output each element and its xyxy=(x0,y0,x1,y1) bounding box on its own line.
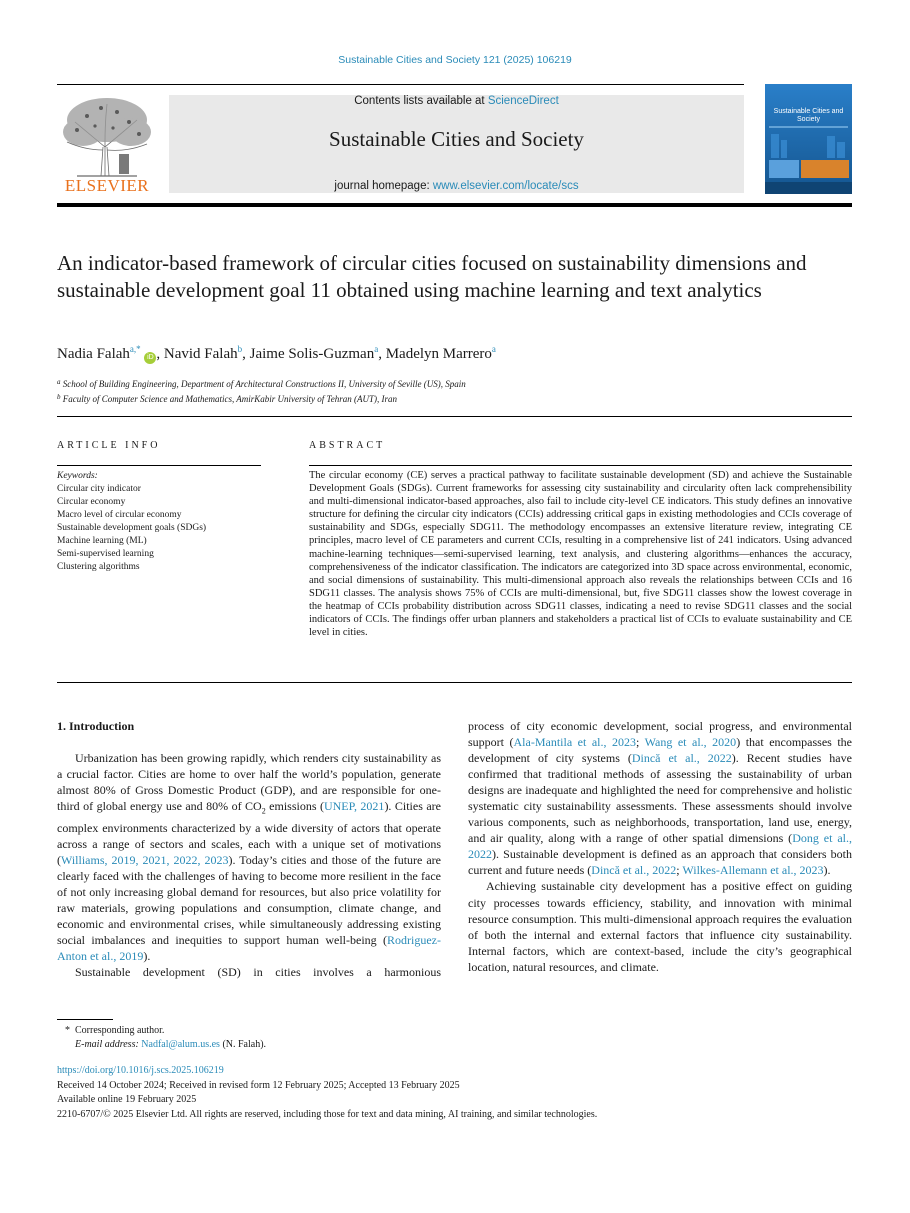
keyword-item: Circular economy xyxy=(57,497,126,507)
corresponding-text: Corresponding author. xyxy=(75,1025,165,1036)
affiliation-text: Faculty of Computer Science and Mathematics, AmirKabir University of Tehran (AUT), Iran xyxy=(62,394,397,404)
text-run: ). xyxy=(143,949,151,963)
orcid-icon[interactable]: iD xyxy=(144,352,156,364)
body-paragraph: Sustainable development (SD) in cities involves a harmonious xyxy=(75,965,441,980)
citation-link[interactable]: Williams, 2019, 2021, 2022, 2023 xyxy=(61,852,229,867)
text-run: Urbanization has been growing rapidly, which renders city sustainability as a crucial factor. Cities are home to over half the world’s population, generate almost 80% of Gross Domestic Product (GDP), and are responsible for one-third of global energy use and 80% of CO xyxy=(57,751,441,814)
available-online: Available online 19 February 2025 xyxy=(57,1094,197,1105)
article-info-heading: ARTICLE INFO xyxy=(57,440,161,451)
author-name[interactable]: Navid Falah xyxy=(163,346,238,362)
subscript: 2 xyxy=(261,806,266,816)
author-separator: , xyxy=(242,346,250,362)
text-run: ). Cities are complex environments characterized by a wide diversity of actors that operate across a range of sectors and scales, each with a unique set of motivations ( xyxy=(57,799,441,867)
affiliation-item xyxy=(57,376,852,391)
author-affiliation-mark[interactable]: a xyxy=(491,344,496,354)
corresponding-author-note xyxy=(57,1024,852,1038)
journal-cover-image xyxy=(765,84,852,194)
doi-link[interactable]: https://doi.org/10.1016/j.scs.2025.106219 xyxy=(57,1065,224,1076)
abstract-heading: ABSTRACT xyxy=(309,440,386,451)
header-rule xyxy=(57,84,744,85)
sciencedirect-link[interactable]: ScienceDirect xyxy=(487,95,559,107)
keyword-item: Clustering algorithms xyxy=(57,562,140,572)
journal-citation[interactable] xyxy=(0,54,910,66)
author-separator: , xyxy=(378,346,386,362)
contents-prefix: Contents lists available at xyxy=(354,95,488,107)
author-name[interactable]: Nadia Falah xyxy=(57,346,130,362)
publication-info xyxy=(57,1064,852,1122)
citation-link[interactable]: Rodriguez-Anton et al., 2019 xyxy=(57,932,441,963)
citation-link[interactable]: Ala-Mantila et al., 2023 xyxy=(513,735,637,750)
body-column-left xyxy=(57,718,441,980)
body-paragraph xyxy=(468,718,852,878)
affiliation-text: School of Building Engineering, Department of Architectural Constructions II, University of Seville (US), Spain xyxy=(62,379,466,389)
cover-title: Sustainable Cities and Society xyxy=(773,108,844,123)
affiliation-mark: b xyxy=(57,393,61,401)
body-paragraph xyxy=(57,750,441,964)
affiliation-item xyxy=(57,391,852,406)
text-run: ; xyxy=(636,735,645,750)
text-run: emissions ( xyxy=(265,799,324,814)
keywords-block xyxy=(57,470,261,574)
keyword-item: Macro level of circular economy xyxy=(57,510,182,520)
abstract-end-rule xyxy=(57,682,852,683)
text-run: ; xyxy=(676,863,683,878)
text-run: ). Sustainable development is defined as an approach that considers both current and future needs ( xyxy=(468,847,852,878)
email-label: E-mail address: xyxy=(75,1039,139,1050)
footnote-mark: * xyxy=(65,1025,70,1036)
email-suffix: (N. Falah). xyxy=(219,1039,267,1050)
citation-link[interactable]: Dincă et al., 2022 xyxy=(631,751,732,766)
section-heading: 1. Introduction xyxy=(57,719,135,733)
citation-link[interactable]: Dincă et al., 2022 xyxy=(591,863,677,878)
body-paragraph: Achieving sustainable city development has a positive effect on guiding city processes towards efficiency, stability, and innovation with minimal resource consumption. This multi-dimensional approach requires the evaluation of both the internal and external factors that influence city sustainability. Internal factors, which are context-based, include the city’s geographical location, natural resources, and climate. xyxy=(468,879,852,974)
keyword-item: Semi-supervised learning xyxy=(57,549,154,559)
text-run: ). Recent studies have confirmed that traditional methods of assessing the sustainability of urban designs are inadequate and highlighted the need for comprehensive and holistic systematic city sustainability assessments. These assessments should involve various components, such as neighborhoods, transportation, land use, energy, and air quality, along with a range of other spatial dimensions ( xyxy=(468,751,852,846)
author-name[interactable]: Jaime Solis-Guzman xyxy=(249,346,375,362)
email-line xyxy=(57,1038,852,1052)
author-affiliation-mark[interactable]: b xyxy=(237,344,243,354)
author-separator: , xyxy=(156,346,164,362)
elsevier-wordmark: ELSEVIER xyxy=(64,176,150,195)
keyword-item: Sustainable development goals (SDGs) xyxy=(57,523,207,533)
text-run: ) that encompasses the development of city systems ( xyxy=(468,735,853,766)
journal-title: Sustainable Cities and Society xyxy=(329,127,584,151)
homepage-link[interactable]: www.elsevier.com/locate/scs xyxy=(432,180,579,192)
footnote xyxy=(57,1024,852,1052)
received-dates: Received 14 October 2024; Received in revised form 12 February 2025; Accepted 13 February 2025 xyxy=(57,1079,460,1091)
elsevier-logo[interactable] xyxy=(57,92,157,196)
citation-link[interactable]: Sustainable Cities and Society 121 (2025) 106219 xyxy=(338,54,572,66)
citation-link[interactable]: Dong et al., 2022 xyxy=(468,831,852,862)
footnote-rule xyxy=(57,1019,113,1020)
homepage-prefix: journal homepage: xyxy=(334,180,433,192)
text-run: process of city economic development, social progress, and environmental support ( xyxy=(468,719,852,750)
citation-link[interactable]: UNEP, 2021 xyxy=(323,799,385,814)
author-list xyxy=(57,344,852,364)
author-affiliation-mark[interactable]: a,* xyxy=(129,344,141,354)
affiliation-rule xyxy=(57,416,852,417)
text-run: ). Today’s cities and those of the future are clearly faced with the challenges of having to become more resilient in the face of not only increasing global demand for resources, but also price volatility for raw materials, growing populations and consumption, climate change, and economic and environmental crises, while simultaneously addressing existing social imbalances and inequities to support human well-being ( xyxy=(57,852,441,947)
copyright-notice: 2210-6707/© 2025 Elsevier Ltd. All rights are reserved, including those for text and data mining, AI training, and similar technologies. xyxy=(57,1108,598,1120)
header-thick-rule xyxy=(57,203,852,207)
email-link[interactable]: Nadfal@alum.us.es xyxy=(141,1039,220,1050)
abstract-rule xyxy=(309,465,852,466)
body-column-right xyxy=(468,718,852,975)
text-run: ). xyxy=(823,863,831,878)
keyword-item: Machine learning (ML) xyxy=(57,536,147,546)
abstract-text: The circular economy (CE) serves a practical pathway to facilitate sustainable development (SD) and achieve the Sustainable Development Goals (SDGs). Current frameworks for assessing city sustainability and circularity often lack comprehensibility and multi-dimensional indicator-based approaches, also fail to include city-level CE indicators. This study defines an innovative structure for defining the circular city indicators (CCIs) addressing critical gaps in existing methodologies and CCIs coverage of sustainability and SDGs, especially SDG11. The methodology encompasses an extensive literature review, integrating CE principles, macro level of CE parameters and current CCIs, resulting in a comprehensive list of 241 indicators. Using advanced machine-learning techniques—semi-supervised learning, text analysis, and clustering algorithms—enhances the accuracy, comprehensiveness of the indicator classification. The indicators are categorized into 3D space across environmental, economic, and social dimensions of sustainability. This multi-dimensional approach also reveals the relationships between CCIs and 16 SDG11 classes. The analysis shows 75% of CCIs are multi-dimensional, but, five SDG11 classes show the lowest coverage in the heatmap of CCIs probability distribution across SDG11 classes, indicating a need to revise SDG11 classes and the social indicators of CCIs. The findings offer urban planners and stakeholders a practical list of CCIs to evaluate sustainability and CE level in cities. xyxy=(309,470,852,639)
affiliations xyxy=(57,376,852,406)
article-title: An indicator-based framework of circular cities focused on sustainability dimensions and sustainable development goal 11 obtained using machine learning and text analytics xyxy=(57,251,807,302)
contents-line xyxy=(169,95,744,107)
citation-link[interactable]: Wang et al., 2020 xyxy=(644,735,737,750)
keyword-item: Circular city indicator xyxy=(57,484,141,494)
author-affiliation-mark[interactable]: a xyxy=(374,344,379,354)
homepage-line xyxy=(169,180,744,192)
journal-cover[interactable] xyxy=(765,84,852,194)
keywords-label: Keywords: xyxy=(57,471,98,481)
article-info-rule xyxy=(57,465,261,466)
author-name[interactable]: Madelyn Marrero xyxy=(385,346,492,362)
citation-link[interactable]: Wilkes-Allemann et al., 2023 xyxy=(682,863,824,878)
affiliation-mark: a xyxy=(57,378,61,386)
